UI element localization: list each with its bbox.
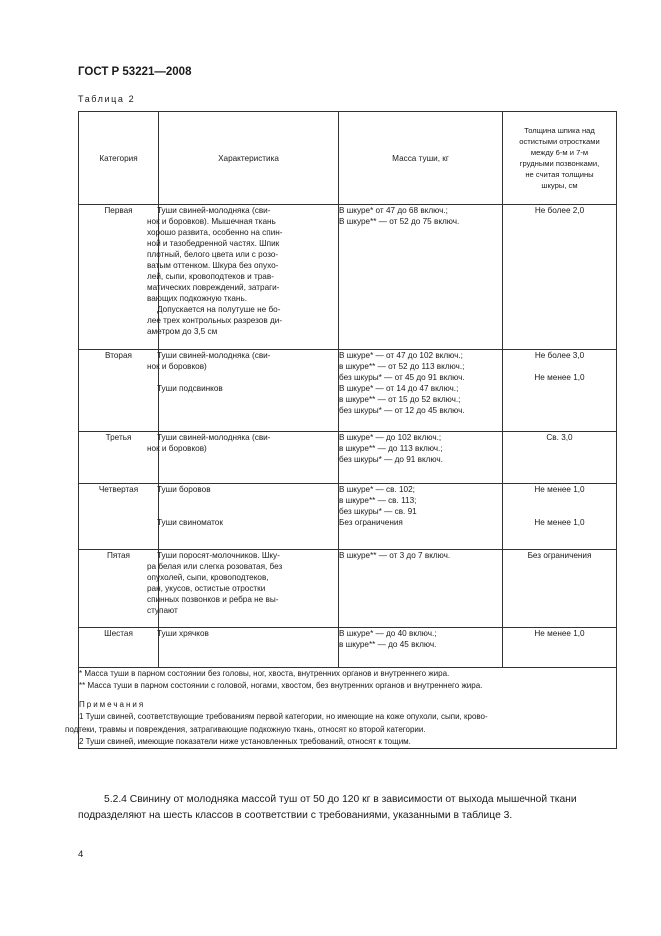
paragraph-line: подразделяют на шесть классов в соответствии с требованиями, указанными в таблице 3. [78,810,513,821]
header-category: Категория [79,112,159,205]
thickness-cell: Св. 3,0 [503,432,617,484]
classification-table [65,111,617,749]
header-characteristic: Характеристика [159,112,339,205]
mass-cell: В шкуре* от 47 до 68 включ.; В шкуре** — от 52 до 75 включ. [339,205,503,350]
document-code: ГОСТ Р 53221—2008 [78,66,192,78]
category-cell: Пятая [79,550,159,628]
header-mass: Масса туши, кг [339,112,503,205]
table-notes-row [79,668,617,749]
characteristic-cell: Туши хрячков [159,628,339,668]
table-row [79,350,617,432]
category-cell: Шестая [79,628,159,668]
characteristic-cell: Туши свиней-молодняка (сви- нок и боровков) Туши подсвинков [159,350,339,432]
characteristic-cell: Туши свиней-молодняка (сви- нок и боровков) [159,432,339,484]
table-row [79,550,617,628]
mass-cell: В шкуре* — до 102 включ.; в шкуре** — до 113 включ.; без шкуры* — до 91 включ. [339,432,503,484]
note-line: 2 Туши свиней, имеющие показатели ниже установленных требований, относят к тощим. [79,737,411,747]
thickness-cell: Не менее 1,0 Не менее 1,0 [503,484,617,550]
category-cell: Третья [79,432,159,484]
category-cell: Вторая [79,350,159,432]
footnote: * Масса туши в парном состоянии без головы, ног, хвоста, внутренних органов и внутреннего жира. [79,669,450,678]
table-row [79,432,617,484]
note-line: 1 Туши свиней, соответствующие требованиям первой категории, но имеющие на коже опухоли, сыпи, крово- [79,712,488,722]
note-line: подтеки, травмы и повреждения, затрагивающие подкожную ткань, относят ко второй категории. [65,724,426,734]
thickness-cell: Без ограничения [503,550,617,628]
table-caption: Таблица 2 [78,94,136,104]
thickness-cell: Не более 3,0 Не менее 1,0 [503,350,617,432]
characteristic-cell: Туши боровов Туши свиноматок [159,484,339,550]
header-thickness: Толщина шпика над остистыми отростками между 6-м и 7-м грудными позвонками, не считая толщины шкуры, см [503,112,617,205]
category-cell: Четвертая [79,484,159,550]
notes-title: Примечания [79,699,146,709]
mass-cell: В шкуре* — от 47 до 102 включ.; в шкуре** — от 52 до 113 включ.; без шкуры* — от 45 до 91 включ. В шкуре* — от 14 до 47 включ.; в шкуре** — от 15 до 52 включ.; без шкуры* — от 12 до 45 включ. [339,350,503,432]
table-row [79,205,617,350]
table-header-row [79,112,617,205]
characteristic-cell: Туши поросят-молочников. Шку- ра белая или слегка розоватая, без опухолей, сыпи, кровоподтеков, ран, укусов, остистые отростки спинных позвонков и ребра не вы- ступают [159,550,339,628]
page-number: 4 [78,849,84,860]
table-row [79,484,617,550]
mass-cell: В шкуре** — от 3 до 7 включ. [339,550,503,628]
footnote: ** Масса туши в парном состоянии с головой, ногами, хвостом, без внутренних органов и внутреннего жира. [79,681,483,691]
thickness-cell: Не более 2,0 [503,205,617,350]
table-row [79,628,617,668]
category-cell: Первая [79,205,159,350]
mass-cell: В шкуре* — до 40 включ.; в шкуре** — до 45 включ. [339,628,503,668]
paragraph-line: 5.2.4 Свинину от молодняка массой туш от 50 до 120 кг в зависимости от выхода мышечной ткани [104,794,577,805]
characteristic-cell: Туши свиней-молодняка (сви- нок и боровков). Мышечная ткань хорошо развита, особенно на спин- ной и тазобедренной частях. Шпик плотный, белого цвета или с розо- ватым оттенком. Шкура без опухо- лей, сыпи, кровоподтеков и трав- матических повреждений, затраги- вающих подкожную ткань. Допускается на полутуше не бо- лее трех контрольных разрезов ди- аметром до 3,5 см [159,205,339,350]
notes-cell [65,668,617,749]
thickness-cell: Не менее 1,0 [503,628,617,668]
mass-cell: В шкуре* — св. 102; в шкуре** — св. 113; без шкуры* — св. 91 Без ограничения [339,484,503,550]
body-paragraph [78,792,618,824]
